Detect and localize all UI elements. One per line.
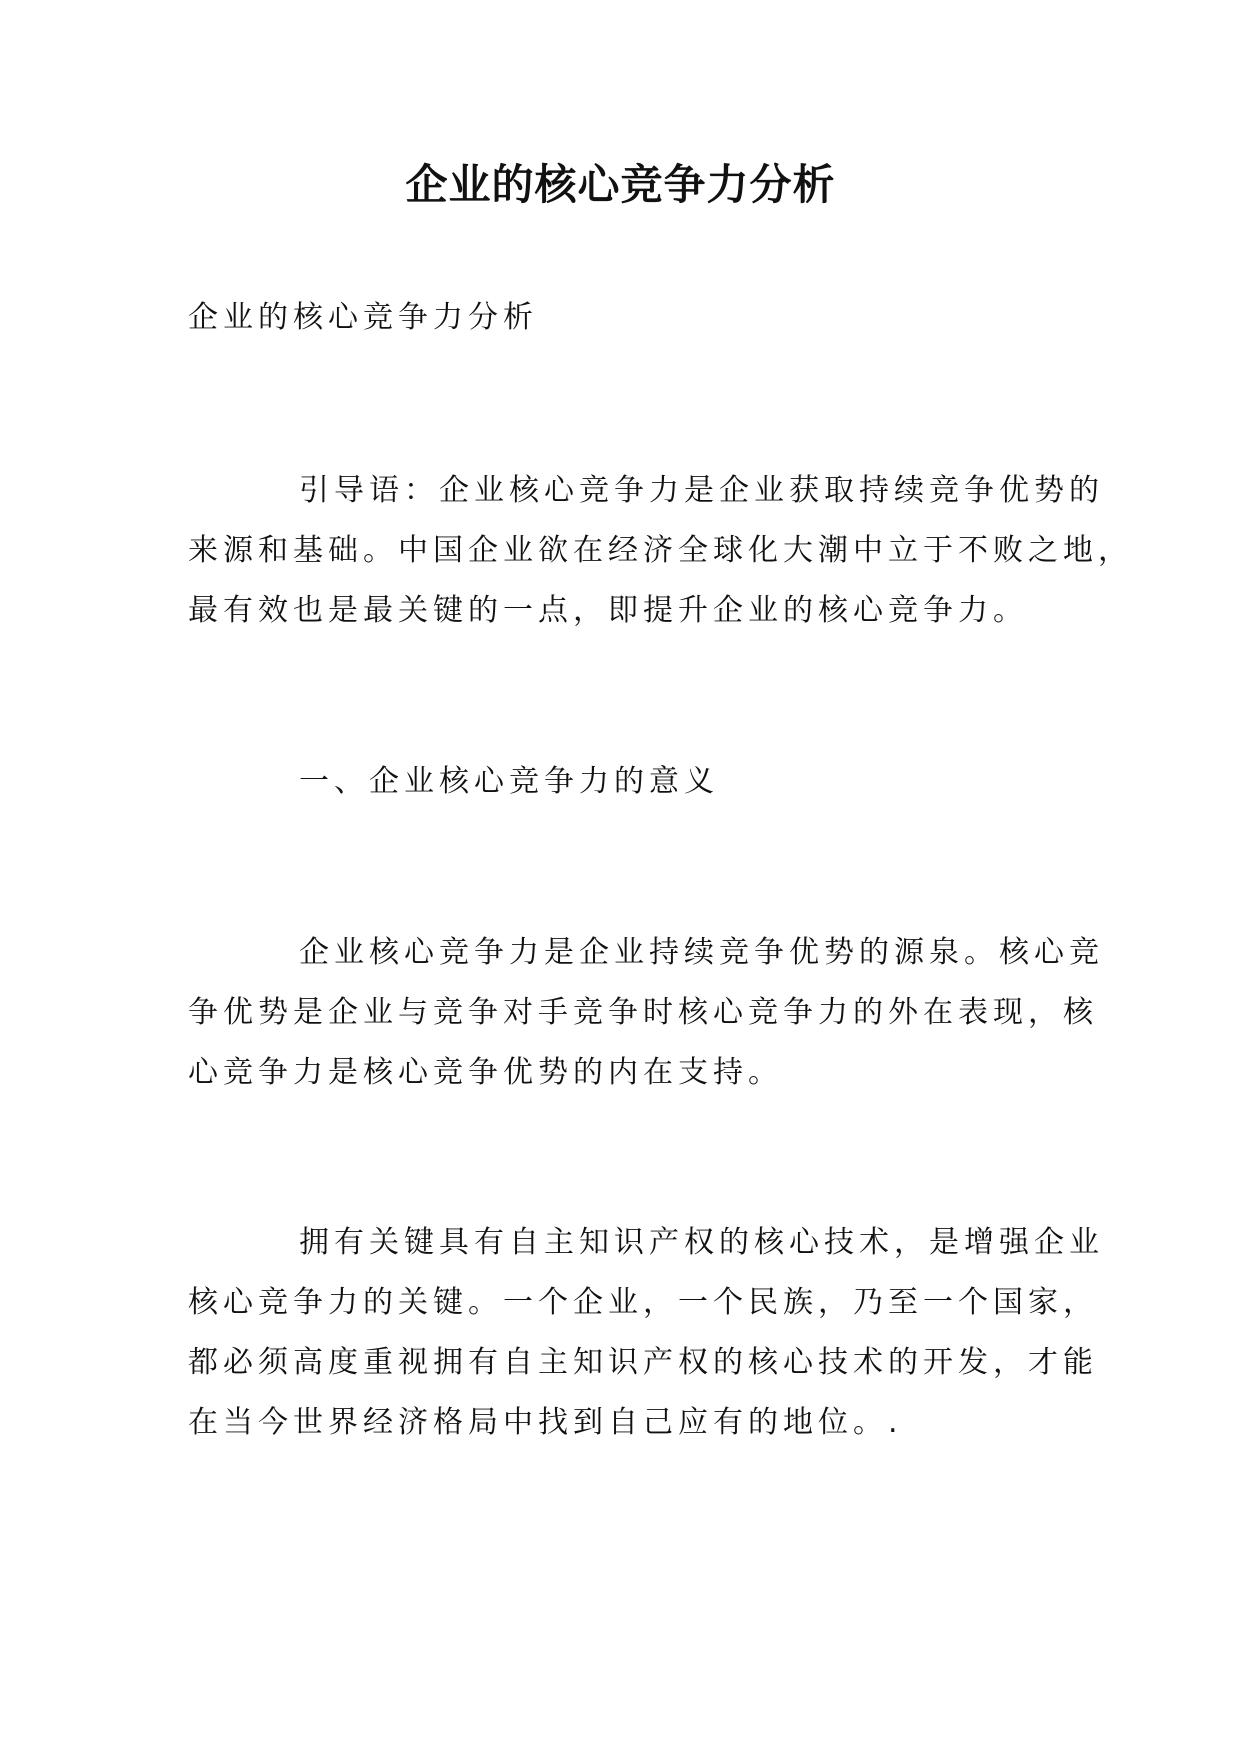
paragraph-line: 引导语：企业核心竞争力是企业获取持续竞争优势的: [299, 473, 1104, 508]
document-subtitle: [188, 288, 1048, 348]
intro-paragraph: [188, 461, 1133, 641]
document-title: 企业的核心竞争力分析: [405, 160, 836, 209]
paragraph-line: 核心竞争力的关键。一个企业，一个民族，乃至一个国家，: [188, 1285, 1098, 1320]
body-paragraph: [188, 923, 1104, 1103]
paragraph-line: 拥有关键具有自主知识产权的核心技术，是增强企业: [299, 1225, 1104, 1260]
subtitle-line: 企业的核心竞争力分析: [188, 300, 538, 335]
paragraph-line: 企业核心竞争力是企业持续竞争优势的源泉。核心竞: [299, 935, 1104, 970]
paragraph-line: 来源和基础。中国企业欲在经济全球化大潮中立于不败之地，: [188, 533, 1133, 568]
section-heading-text: 一、企业核心竞争力的意义: [299, 764, 719, 799]
paragraph-line: 在当今世界经济格局中找到自己应有的地位。.: [188, 1405, 903, 1440]
paragraph-line: 都必须高度重视拥有自主知识产权的核心技术的开发，才能: [188, 1345, 1098, 1380]
paragraph-line: 最有效也是最关键的一点，即提升企业的核心竞争力。: [188, 593, 1028, 628]
body-paragraph: [188, 1213, 1104, 1453]
section-heading: [188, 752, 1048, 812]
paragraph-line: 心竞争力是核心竞争优势的内在支持。: [188, 1055, 783, 1090]
paragraph-line: 争优势是企业与竞争对手竞争时核心竞争力的外在表现，核: [188, 995, 1098, 1030]
